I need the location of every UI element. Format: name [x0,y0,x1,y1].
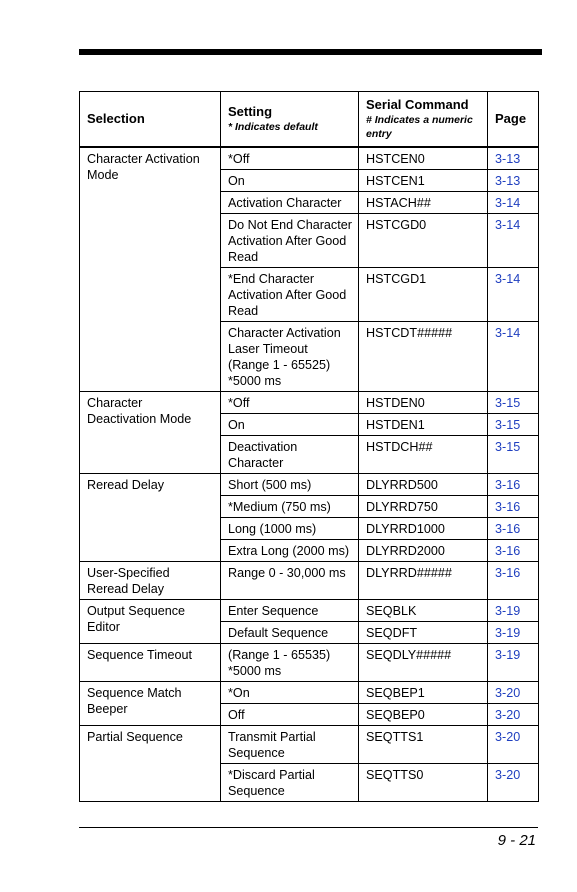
selection-cell: Character Deactivation Mode [80,392,221,474]
table-row [80,726,539,764]
serial-command-cell: DLYRRD500 [359,474,488,496]
header-setting-note: * Indicates default [228,121,318,133]
selection-cell: Sequence Timeout [80,644,221,682]
setting-cell: Deactivation Character [221,436,359,474]
serial-command-cell: DLYRRD1000 [359,518,488,540]
setting-cell: Enter Sequence [221,600,359,622]
serial-command-cell: SEQBEP0 [359,704,488,726]
serial-command-cell: HSTDEN0 [359,392,488,414]
header-setting: Setting * Indicates default [221,92,359,148]
setting-cell: Activation Character [221,192,359,214]
setting-cell: *Medium (750 ms) [221,496,359,518]
setting-cell: Default Sequence [221,622,359,644]
serial-command-cell: HSTACH## [359,192,488,214]
page-reference-link[interactable]: 3-16 [488,562,539,600]
page-reference-link[interactable]: 3-15 [488,414,539,436]
selection-cell: Character Activation Mode [80,147,221,392]
page-reference-link[interactable]: 3-14 [488,192,539,214]
setting-cell: Long (1000 ms) [221,518,359,540]
page-reference-link[interactable]: 3-14 [488,268,539,322]
setting-cell: Transmit Partial Sequence [221,726,359,764]
table-body [80,147,539,802]
page-reference-link[interactable]: 3-20 [488,726,539,764]
setting-cell: (Range 1 - 65535) *5000 ms [221,644,359,682]
page-number: 9 - 21 [497,832,536,849]
bottom-rule [79,827,538,828]
serial-command-cell: SEQDFT [359,622,488,644]
serial-command-cell: SEQTTS1 [359,726,488,764]
setting-cell: Off [221,704,359,726]
setting-cell: *End Character Activation After Good Read [221,268,359,322]
serial-command-cell: SEQBEP1 [359,682,488,704]
page-reference-link[interactable]: 3-16 [488,496,539,518]
setting-cell: On [221,170,359,192]
selection-cell: Reread Delay [80,474,221,562]
header-selection: Selection [80,92,221,148]
serial-command-cell: SEQTTS0 [359,764,488,802]
setting-cell: On [221,414,359,436]
page-reference-link[interactable]: 3-13 [488,147,539,170]
setting-cell: *Off [221,147,359,170]
serial-command-cell: HSTDEN1 [359,414,488,436]
table-row [80,392,539,414]
serial-command-cell: HSTDCH## [359,436,488,474]
page-reference-link[interactable]: 3-16 [488,540,539,562]
serial-command-cell: HSTCEN0 [359,147,488,170]
header-page: Page [488,92,539,148]
table-row [80,600,539,622]
page-reference-link[interactable]: 3-14 [488,322,539,392]
serial-command-cell: HSTCGD1 [359,268,488,322]
page-reference-link[interactable]: 3-15 [488,392,539,414]
setting-cell: Range 0 - 30,000 ms [221,562,359,600]
selection-cell: Partial Sequence [80,726,221,802]
page-reference-link[interactable]: 3-19 [488,644,539,682]
page-reference-link[interactable]: 3-15 [488,436,539,474]
setting-cell: Do Not End Character Activation After Good Read [221,214,359,268]
table-row [80,644,539,682]
serial-command-cell: HSTCDT##### [359,322,488,392]
setting-cell: *Discard Partial Sequence [221,764,359,802]
serial-command-cell: HSTCEN1 [359,170,488,192]
selection-cell: Output Sequence Editor [80,600,221,644]
table-row [80,474,539,496]
table-row [80,562,539,600]
header-serial-note: # Indicates a numeric entry [366,114,473,140]
header-serial-command: Serial Command # Indicates a numeric entry [359,92,488,148]
page-reference-link[interactable]: 3-19 [488,600,539,622]
page-reference-link[interactable]: 3-20 [488,682,539,704]
setting-cell: Extra Long (2000 ms) [221,540,359,562]
serial-command-cell: DLYRRD750 [359,496,488,518]
page-reference-link[interactable]: 3-19 [488,622,539,644]
setting-cell: *On [221,682,359,704]
page-reference-link[interactable]: 3-20 [488,764,539,802]
table-row [80,147,539,170]
page-reference-link[interactable]: 3-16 [488,518,539,540]
setting-cell: Character Activation Laser Timeout (Range 1 - 65525) *5000 ms [221,322,359,392]
table-header-row [80,92,539,148]
serial-command-cell: SEQBLK [359,600,488,622]
table-row [80,682,539,704]
page-reference-link[interactable]: 3-13 [488,170,539,192]
serial-command-table [79,91,539,802]
serial-command-cell: DLYRRD2000 [359,540,488,562]
serial-command-cell: DLYRRD##### [359,562,488,600]
setting-cell: *Off [221,392,359,414]
selection-cell: User-Specified Reread Delay [80,562,221,600]
serial-command-cell: HSTCGD0 [359,214,488,268]
setting-cell: Short (500 ms) [221,474,359,496]
top-rule [79,49,542,55]
page-reference-link[interactable]: 3-16 [488,474,539,496]
selection-cell: Sequence Match Beeper [80,682,221,726]
page-reference-link[interactable]: 3-20 [488,704,539,726]
page-reference-link[interactable]: 3-14 [488,214,539,268]
serial-command-cell: SEQDLY##### [359,644,488,682]
